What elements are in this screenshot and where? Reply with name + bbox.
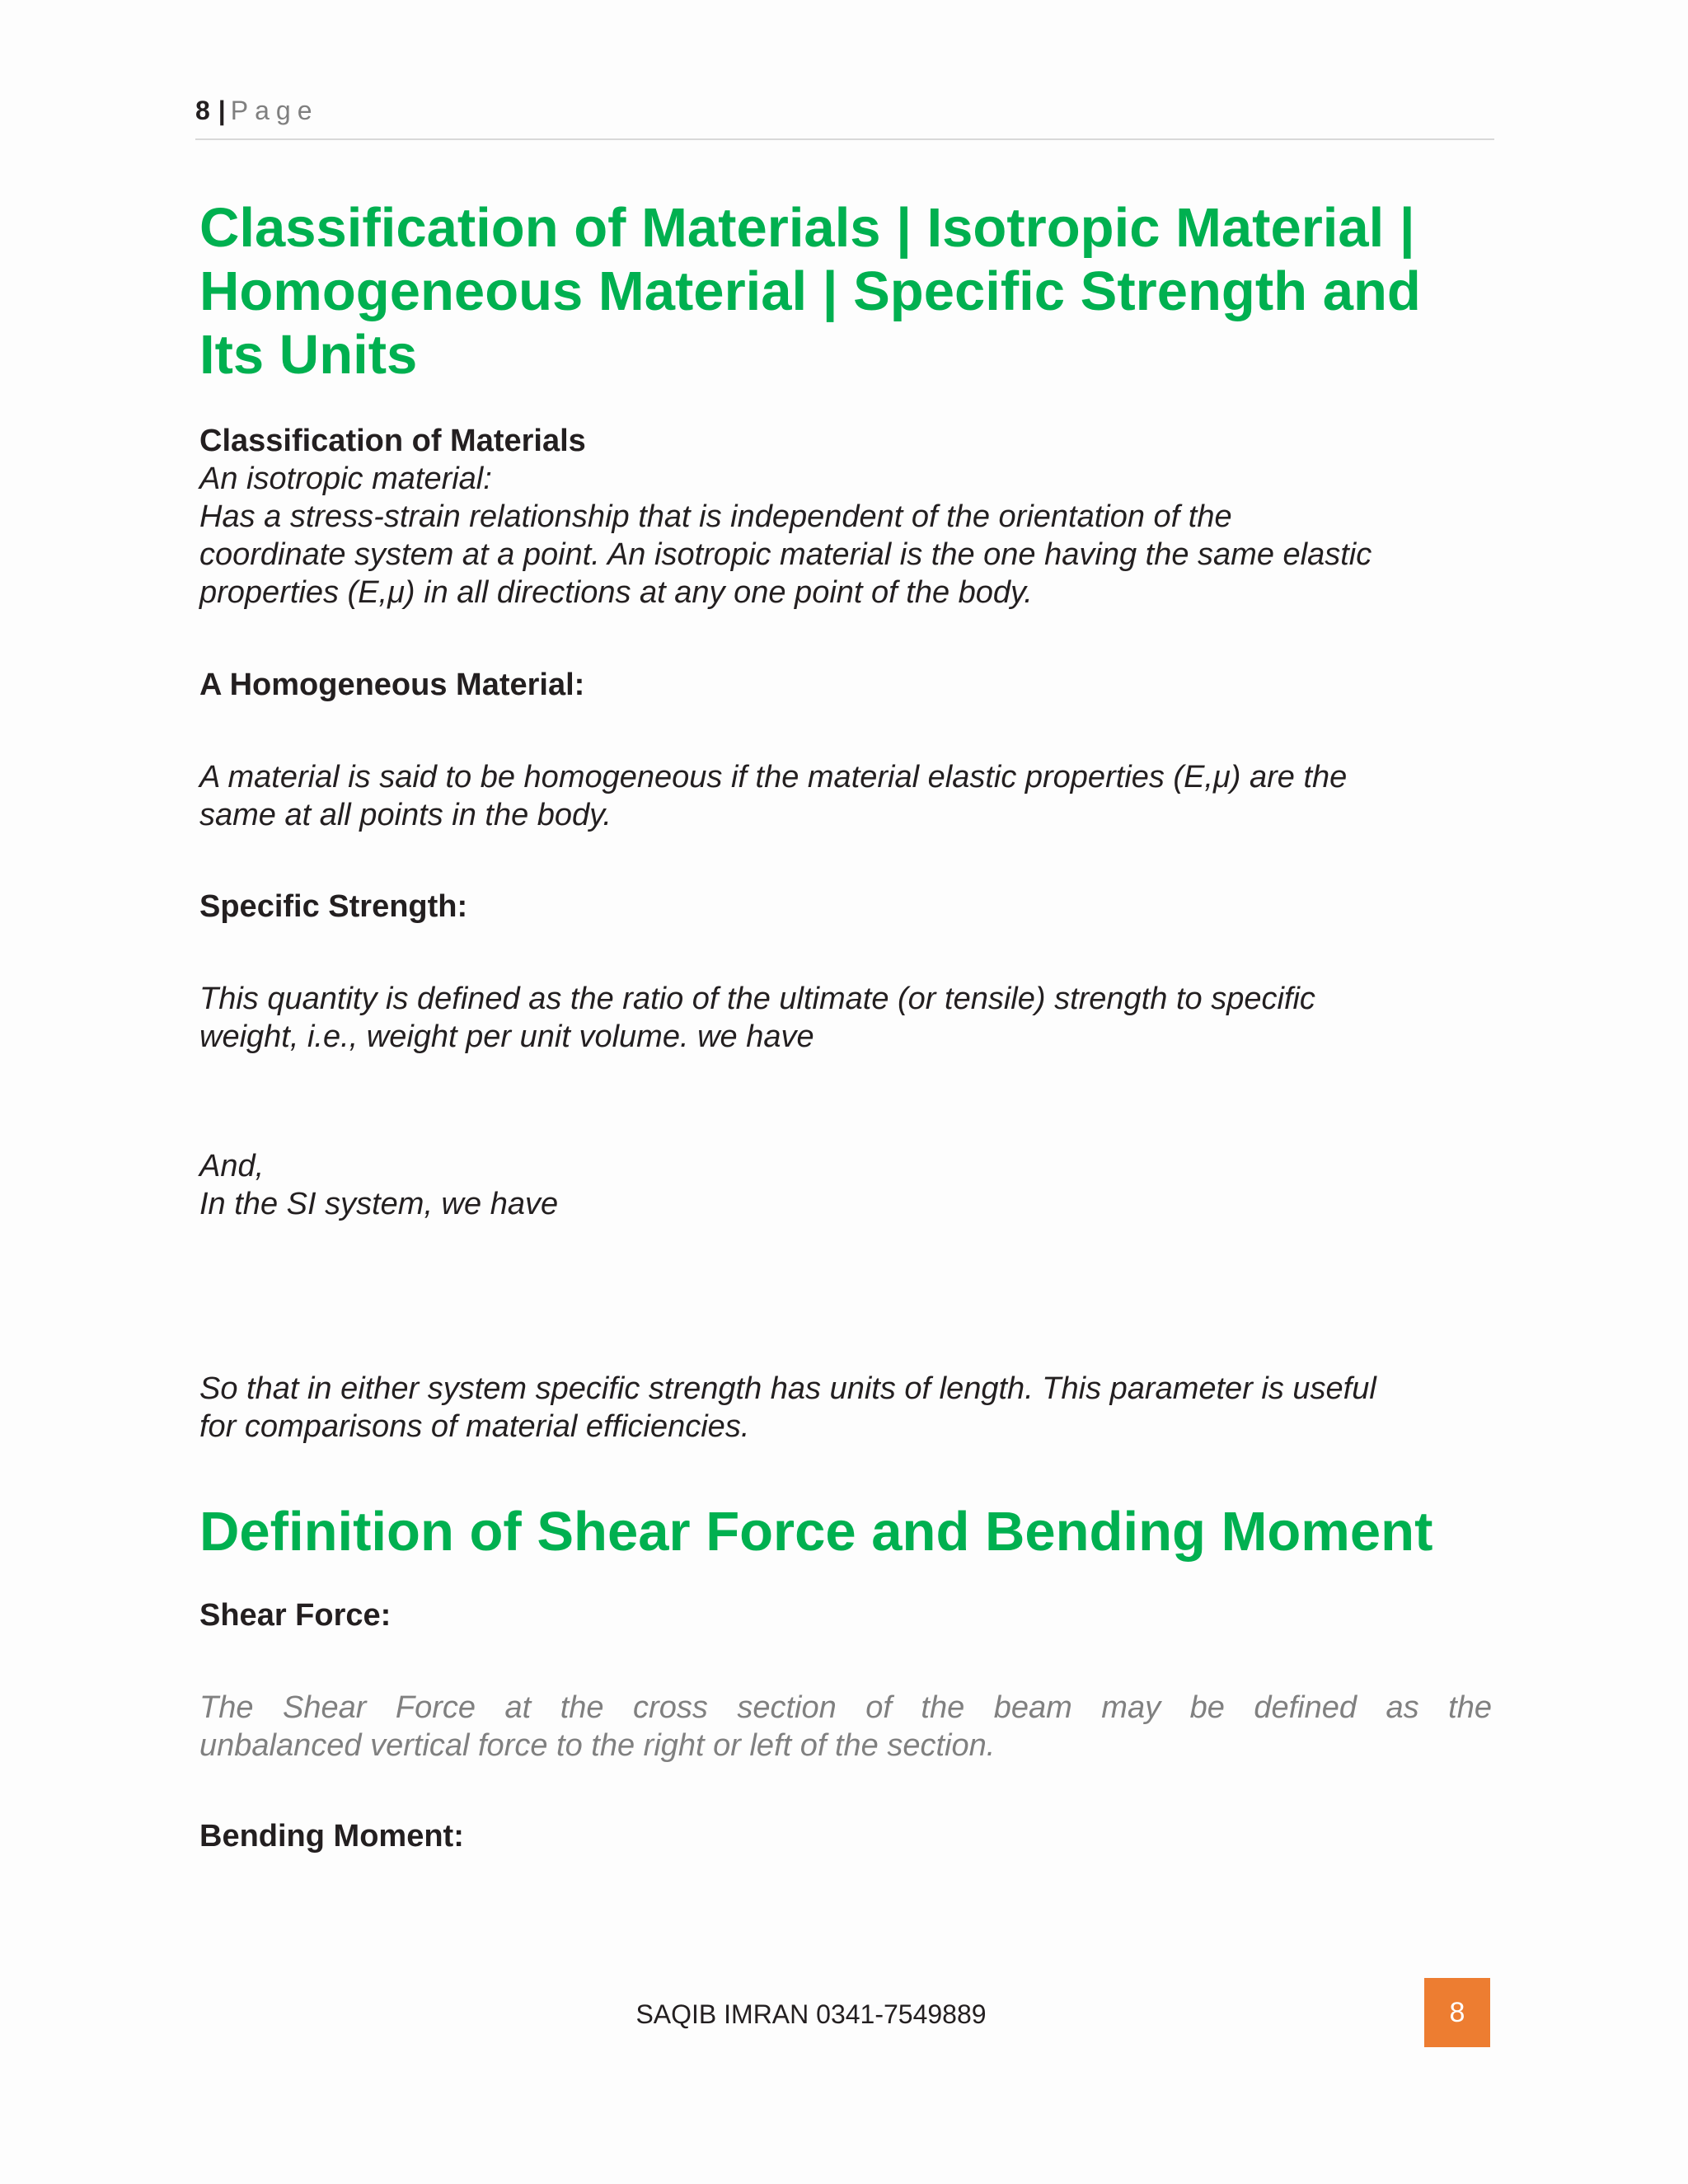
specific-strength-heading: Specific Strength: bbox=[199, 889, 468, 924]
homogeneous-text-line: same at all points in the body. bbox=[199, 798, 612, 832]
homogeneous-text-line: A material is said to be homogeneous if the material elastic properties (E,μ) are the bbox=[199, 760, 1348, 794]
shear-bending-title: Definition of Shear Force and Bending Moment bbox=[199, 1501, 1433, 1563]
footer-page-badge: 8 bbox=[1424, 1978, 1490, 2047]
conclusion-text bbox=[199, 1370, 1492, 1446]
main-title-line: Homogeneous Material | Specific Strength and bbox=[199, 260, 1421, 322]
footer-author: SAQIB IMRAN 0341-7549889 bbox=[635, 1999, 987, 2029]
specific-strength-text-line: This quantity is defined as the ratio of the ultimate (or tensile) strength to specific bbox=[199, 982, 1315, 1016]
shear-force-text-line: The Shear Force at the cross section of the beam may be defined as the bbox=[199, 1690, 1492, 1725]
bending-moment-heading: Bending Moment: bbox=[199, 1819, 464, 1854]
isotropic-label: An isotropic material: bbox=[199, 462, 492, 496]
classification-section bbox=[199, 422, 1492, 612]
shear-force-text bbox=[199, 1689, 1492, 1765]
specific-strength-text bbox=[199, 980, 1492, 1056]
page-header bbox=[195, 96, 1494, 140]
si-system-line: In the SI system, we have bbox=[199, 1187, 559, 1221]
shear-force-text-line: unbalanced vertical force to the right or left of the section. bbox=[199, 1728, 996, 1763]
conclusion-line: for comparisons of material efficiencies. bbox=[199, 1409, 750, 1444]
isotropic-text-line: Has a stress-strain relationship that is independent of the orientation of the bbox=[199, 499, 1232, 534]
and-text: And, bbox=[199, 1149, 265, 1183]
specific-strength-text-line: weight, i.e., weight per unit volume. we have bbox=[199, 1019, 814, 1054]
isotropic-text-line: properties (E,μ) in all directions at any one point of the body. bbox=[199, 575, 1033, 610]
conclusion-line: So that in either system specific strength has units of length. This parameter is useful bbox=[199, 1371, 1376, 1406]
homogeneous-text bbox=[199, 758, 1492, 834]
homogeneous-heading: A Homogeneous Material: bbox=[199, 668, 585, 702]
header-page-word: Page bbox=[230, 96, 319, 125]
classification-heading: Classification of Materials bbox=[199, 424, 586, 458]
header-page-number: 8 bbox=[195, 96, 210, 125]
isotropic-text-line: coordinate system at a point. An isotropic material is the one having the same elastic bbox=[199, 537, 1372, 572]
si-system-text bbox=[199, 1147, 1492, 1223]
main-title-line: Classification of Materials | Isotropic Material | bbox=[199, 197, 1415, 259]
main-title bbox=[199, 196, 1492, 387]
main-title-line: Its Units bbox=[199, 324, 418, 386]
shear-force-heading: Shear Force: bbox=[199, 1598, 392, 1633]
header-separator: | bbox=[218, 96, 226, 125]
